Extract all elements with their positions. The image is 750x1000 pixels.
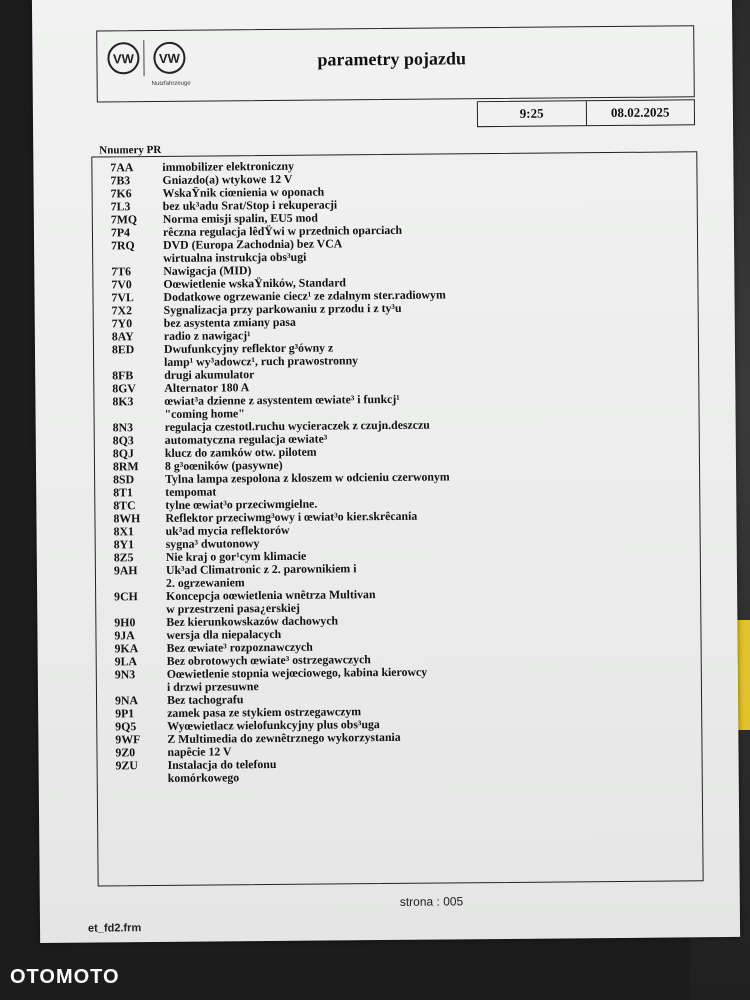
pr-code-description-line: œwiat³a dzienne z asystentem œwiate³ i funkcj¹: [164, 391, 400, 408]
vw-logo-icon: VW: [107, 42, 139, 74]
pr-code-description-line: Z Multimedia do zewnêtrznego wykorzystania: [167, 729, 401, 746]
pr-code-description-line: regulacja czestotl.ruchu wycieraczek z czujn.deszczu: [164, 417, 430, 434]
pr-code: 8K3: [112, 394, 134, 409]
pr-code-description-line: uk³ad mycia reflektorów: [165, 522, 290, 538]
pr-code-description-line: automatyczna regulacja œwiate³: [164, 431, 328, 447]
pr-codes-list: [110, 156, 695, 785]
pr-code: 7AA: [110, 160, 134, 175]
pr-code: 7P4: [110, 225, 131, 240]
pr-code: 8Z5: [113, 550, 134, 565]
date-value: 08.02.2025: [610, 104, 670, 121]
pr-code-description-line: 2. ogrzewaniem: [165, 575, 245, 590]
pr-code: 9Q5: [115, 719, 137, 734]
pr-code-description-line: rêczna regulacja lêdŸwi w przednich oparciach: [162, 222, 403, 239]
pr-code-description-line: immobilizer elektroniczny: [162, 158, 295, 174]
pr-code: 9N3: [114, 667, 136, 682]
pr-code: 9KA: [114, 641, 139, 656]
pr-code-description-line: klucz do zamków otw. pilotem: [164, 444, 317, 460]
pr-code: 8QJ: [112, 446, 134, 461]
pr-code-description-line: Bez tachografu: [166, 692, 244, 707]
pr-code-description: [168, 754, 696, 785]
pr-code-description-line: Oœwietlenie stopnia wejœciowego, kabina kierowcy: [166, 664, 428, 681]
pr-code: 8AY: [111, 329, 134, 344]
brand-caption: Nutzfahrzeuge: [151, 80, 191, 88]
pr-code-description-line: tylne œwiat³o przeciwmgielne.: [165, 496, 318, 512]
pr-code-description-line: DVD (Europa Zachodnia) bez VCA: [163, 236, 343, 252]
pr-code: 8X1: [113, 524, 134, 539]
pr-code-description-line: Reflektor przeciwmg³owy i œwiat³o kier.skrêcania: [165, 508, 418, 525]
pr-code-description-line: Alternator 180 A: [164, 380, 250, 395]
page-title: parametry pojazdu: [317, 48, 467, 70]
pr-code: 8Y1: [113, 537, 135, 552]
pr-code: 9LA: [114, 654, 138, 669]
pr-code: 7X2: [111, 303, 133, 318]
pr-code-description-line: tempomat: [165, 484, 217, 499]
pr-code-description-line: lamp¹ wy³adowcz¹, ruch prawostronny: [164, 353, 359, 369]
pr-code: 7L3: [110, 199, 131, 214]
vw-commercial-logo-icon: VW: [153, 42, 185, 74]
pr-code: 9NA: [114, 693, 139, 708]
pr-code-description-line: Koncepcja oœwietlenia wnêtrza Multivan: [166, 587, 376, 603]
pr-code: 7Y0: [111, 316, 133, 331]
pr-code: 9AH: [113, 563, 138, 578]
pr-code: 9JA: [114, 628, 135, 643]
pr-code: 8GV: [112, 381, 136, 396]
pr-code: 8TC: [113, 498, 136, 513]
pr-code-description-line: wersja dla niepalacych: [166, 626, 282, 642]
pr-code-description-line: WskaŸnik ciœnienia w oponach: [162, 184, 325, 200]
pr-code-description-line: Dwufunkcyjny reflektor g³ówny z: [163, 340, 334, 356]
pr-code-description-line: Wyœwietlacz wielofunkcyjny plus obs³uga: [167, 717, 380, 733]
pr-code: 8RM: [112, 459, 139, 474]
section-label: Nnumery PR: [99, 143, 162, 157]
pr-code-description-line: 8 g³oœników (pasywne): [164, 457, 283, 473]
pr-code-description-line: w przestrzeni pasa¿erskiej: [166, 600, 300, 616]
pr-code-description-line: zamek pasa ze stykiem ostrzegawczym: [167, 704, 362, 720]
pr-code-description-line: bez asystenta zmiany pasa: [163, 314, 296, 330]
otomoto-watermark: OTOMOTO: [10, 966, 120, 988]
pr-code-description-line: Bez obrotowych œwiate³ ostrzegawczych: [166, 652, 371, 668]
pr-code-description-line: napêcie 12 V: [167, 744, 232, 759]
form-name: et_fd2.frm: [87, 922, 142, 935]
time-value: 9:25: [478, 101, 587, 126]
pr-codes-box: [91, 151, 703, 886]
pr-code-description-line: Bez œwiate³ rozpoznawczych: [166, 639, 313, 655]
pr-code: 7VL: [111, 290, 134, 305]
pr-code: 9ZU: [115, 758, 138, 773]
pr-code-description-line: Nawigacja (MID): [163, 263, 252, 278]
pr-code: 8ED: [111, 342, 135, 357]
pr-code-description-line: Instalacja do telefonu: [167, 756, 277, 772]
pr-code-description-line: Oœwietlenie wskaŸników, Standard: [163, 275, 347, 291]
document-header: [96, 25, 695, 102]
pr-code-description-line: Nie kraj o gor¹cym klimacie: [165, 548, 307, 564]
logo-divider: [143, 40, 144, 76]
pr-code: 8WH: [113, 511, 141, 526]
pr-code-description-line: Norma emisji spalin, EU5 mod: [162, 210, 318, 226]
pr-code: 7V0: [111, 277, 132, 292]
document-page: [32, 0, 740, 943]
pr-code-description-line: komórkowego: [167, 770, 240, 785]
pr-code-description-line: Tylna lampa zespolona z kloszem w odcieniu czerwonym: [165, 469, 450, 486]
pr-code: 8FB: [112, 368, 134, 383]
pr-code: 9WF: [115, 732, 141, 747]
pr-code-description-line: Gniazdo(a) wtykowe 12 V: [162, 171, 293, 187]
pr-code: 7MQ: [110, 212, 138, 227]
pr-code-description-line: wirtualna instrukcja obs³ugi: [163, 249, 307, 265]
pr-code: 7T6: [111, 264, 132, 279]
pr-code: 9H0: [114, 615, 136, 630]
pr-code-description-line: Sygnalizacja przy parkowaniu z przodu i z ty³u: [163, 300, 402, 317]
pr-code: 8SD: [113, 472, 135, 487]
pr-code-description-line: radio z nawigacj¹: [163, 328, 251, 343]
pr-code: 7K6: [110, 186, 132, 201]
page-number: strona : 005: [399, 894, 464, 909]
pr-code-description-line: Uk³ad Climatronic z 2. parownikiem i: [165, 561, 357, 577]
pr-code-row: [116, 754, 696, 785]
pr-code-description-line: drugi akumulator: [164, 367, 255, 382]
pr-code-description-line: "coming home": [164, 406, 245, 421]
pr-code: 8Q3: [112, 433, 134, 448]
pr-code-description-line: i drzwi przesuwne: [166, 679, 259, 694]
pr-code: 9P1: [115, 706, 135, 721]
pr-code-description-line: bez uk³adu Srat/Stop i rekuperacji: [162, 197, 338, 213]
pr-code: 8N3: [112, 420, 134, 435]
pr-code-description-line: sygna³ dwutonowy: [165, 536, 260, 551]
pr-code: 7RQ: [111, 238, 135, 253]
pr-code-description-line: Dodatkowe ogrzewanie ciecz¹ ze zdalnym ster.radiowym: [163, 287, 446, 304]
pr-code-description-line: Bez kierunkowskazów dachowych: [166, 613, 339, 629]
pr-code: 8T1: [113, 485, 133, 500]
pr-code: 9CH: [114, 589, 138, 604]
timestamp-box: [477, 99, 695, 127]
pr-code: 9Z0: [115, 745, 136, 760]
pr-code: 7B3: [110, 173, 131, 188]
